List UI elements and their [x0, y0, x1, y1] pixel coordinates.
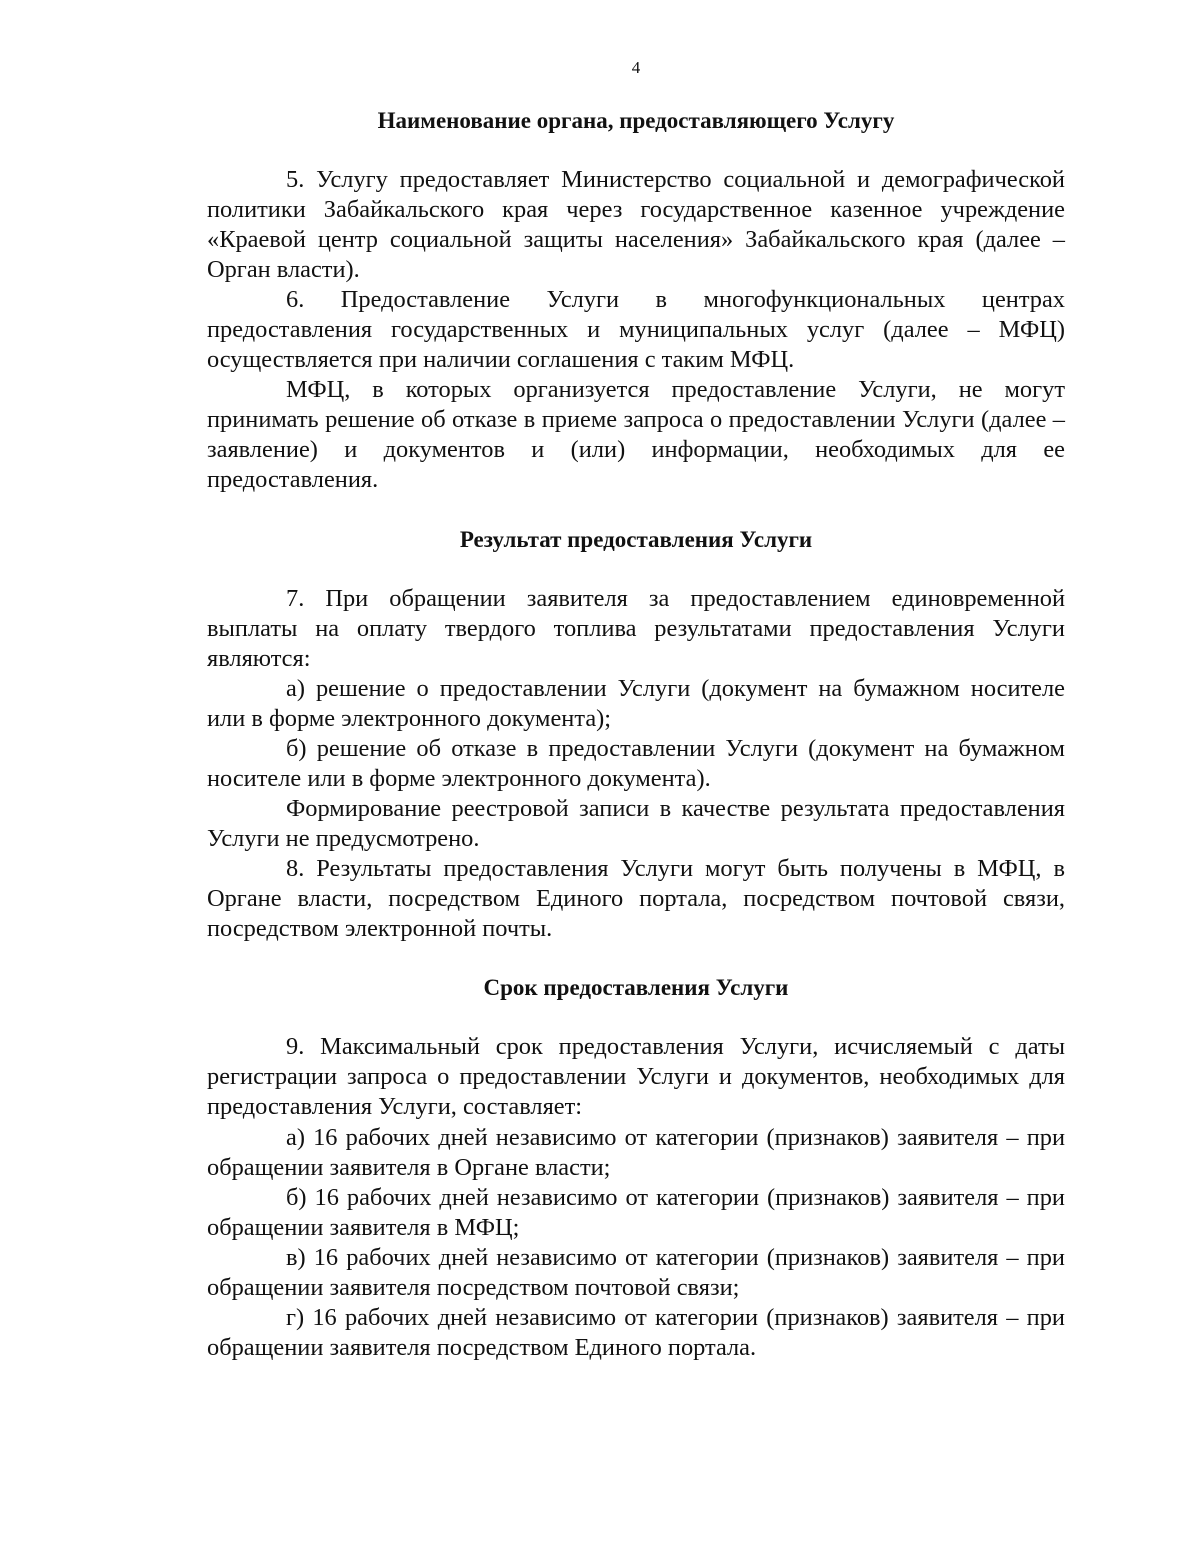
section-heading-authority: Наименование органа, предоставляющего Услугу [377, 108, 895, 133]
paragraph-9-v: в) 16 рабочих дней независимо от категории (признаков) заявителя – при обращении заявителя посредством почтовой связи; [207, 1244, 1065, 1302]
section-heading-term: Срок предоставления Услуги [483, 975, 789, 1000]
paragraph-7-a: а) решение о предоставлении Услуги (документ на бумажном носителе или в форме электронного документа); [207, 675, 1065, 733]
paragraph-6-mfc: МФЦ, в которых организуется предоставление Услуги, не могут принимать решение об отказе в приеме запроса о предоставлении Услуги (далее – заявление) и документов и (или) информации, необходимых для ее предоставления. [207, 376, 1065, 494]
paragraph-8: 8. Результаты предоставления Услуги могут быть получены в МФЦ, в Органе власти, посредством Единого портала, посредством почтовой связи, посредством электронной почты. [207, 855, 1065, 943]
paragraph-7: 7. При обращении заявителя за предоставлением единовременной выплаты на оплату твердого топлива результатами предоставления Услуги являются: [207, 585, 1065, 673]
paragraph-9-g: г) 16 рабочих дней независимо от категории (признаков) заявителя – при обращении заявителя посредством Единого портала. [207, 1304, 1065, 1362]
paragraph-9-a: а) 16 рабочих дней независимо от категории (признаков) заявителя – при обращении заявителя в Органе власти; [207, 1124, 1065, 1182]
section-heading-result: Результат предоставления Услуги [459, 527, 813, 552]
paragraph-7-b: б) решение об отказе в предоставлении Услуги (документ на бумажном носителе или в форме электронного документа). [207, 735, 1065, 793]
page-number: 4 [631, 58, 641, 77]
paragraph-5: 5. Услугу предоставляет Министерство социальной и демографической политики Забайкальского края через государственное казенное учреждение «Краевой центр социальной защиты населения» Забайкальского края (далее – Орган власти). [207, 166, 1065, 284]
paragraph-9-b: б) 16 рабочих дней независимо от категории (признаков) заявителя – при обращении заявителя в МФЦ; [207, 1184, 1065, 1242]
paragraph-9: 9. Максимальный срок предоставления Услуги, исчисляемый с даты регистрации запроса о предоставлении Услуги и документов, необходимых для предоставления Услуги, составляет: [207, 1033, 1065, 1121]
paragraph-7-registry: Формирование реестровой записи в качестве результата предоставления Услуги не предусмотрено. [207, 795, 1065, 853]
paragraph-6: 6. Предоставление Услуги в многофункциональных центрах предоставления государственных и муниципальных услуг (далее – МФЦ) осуществляется при наличии соглашения с таким МФЦ. [207, 286, 1065, 374]
